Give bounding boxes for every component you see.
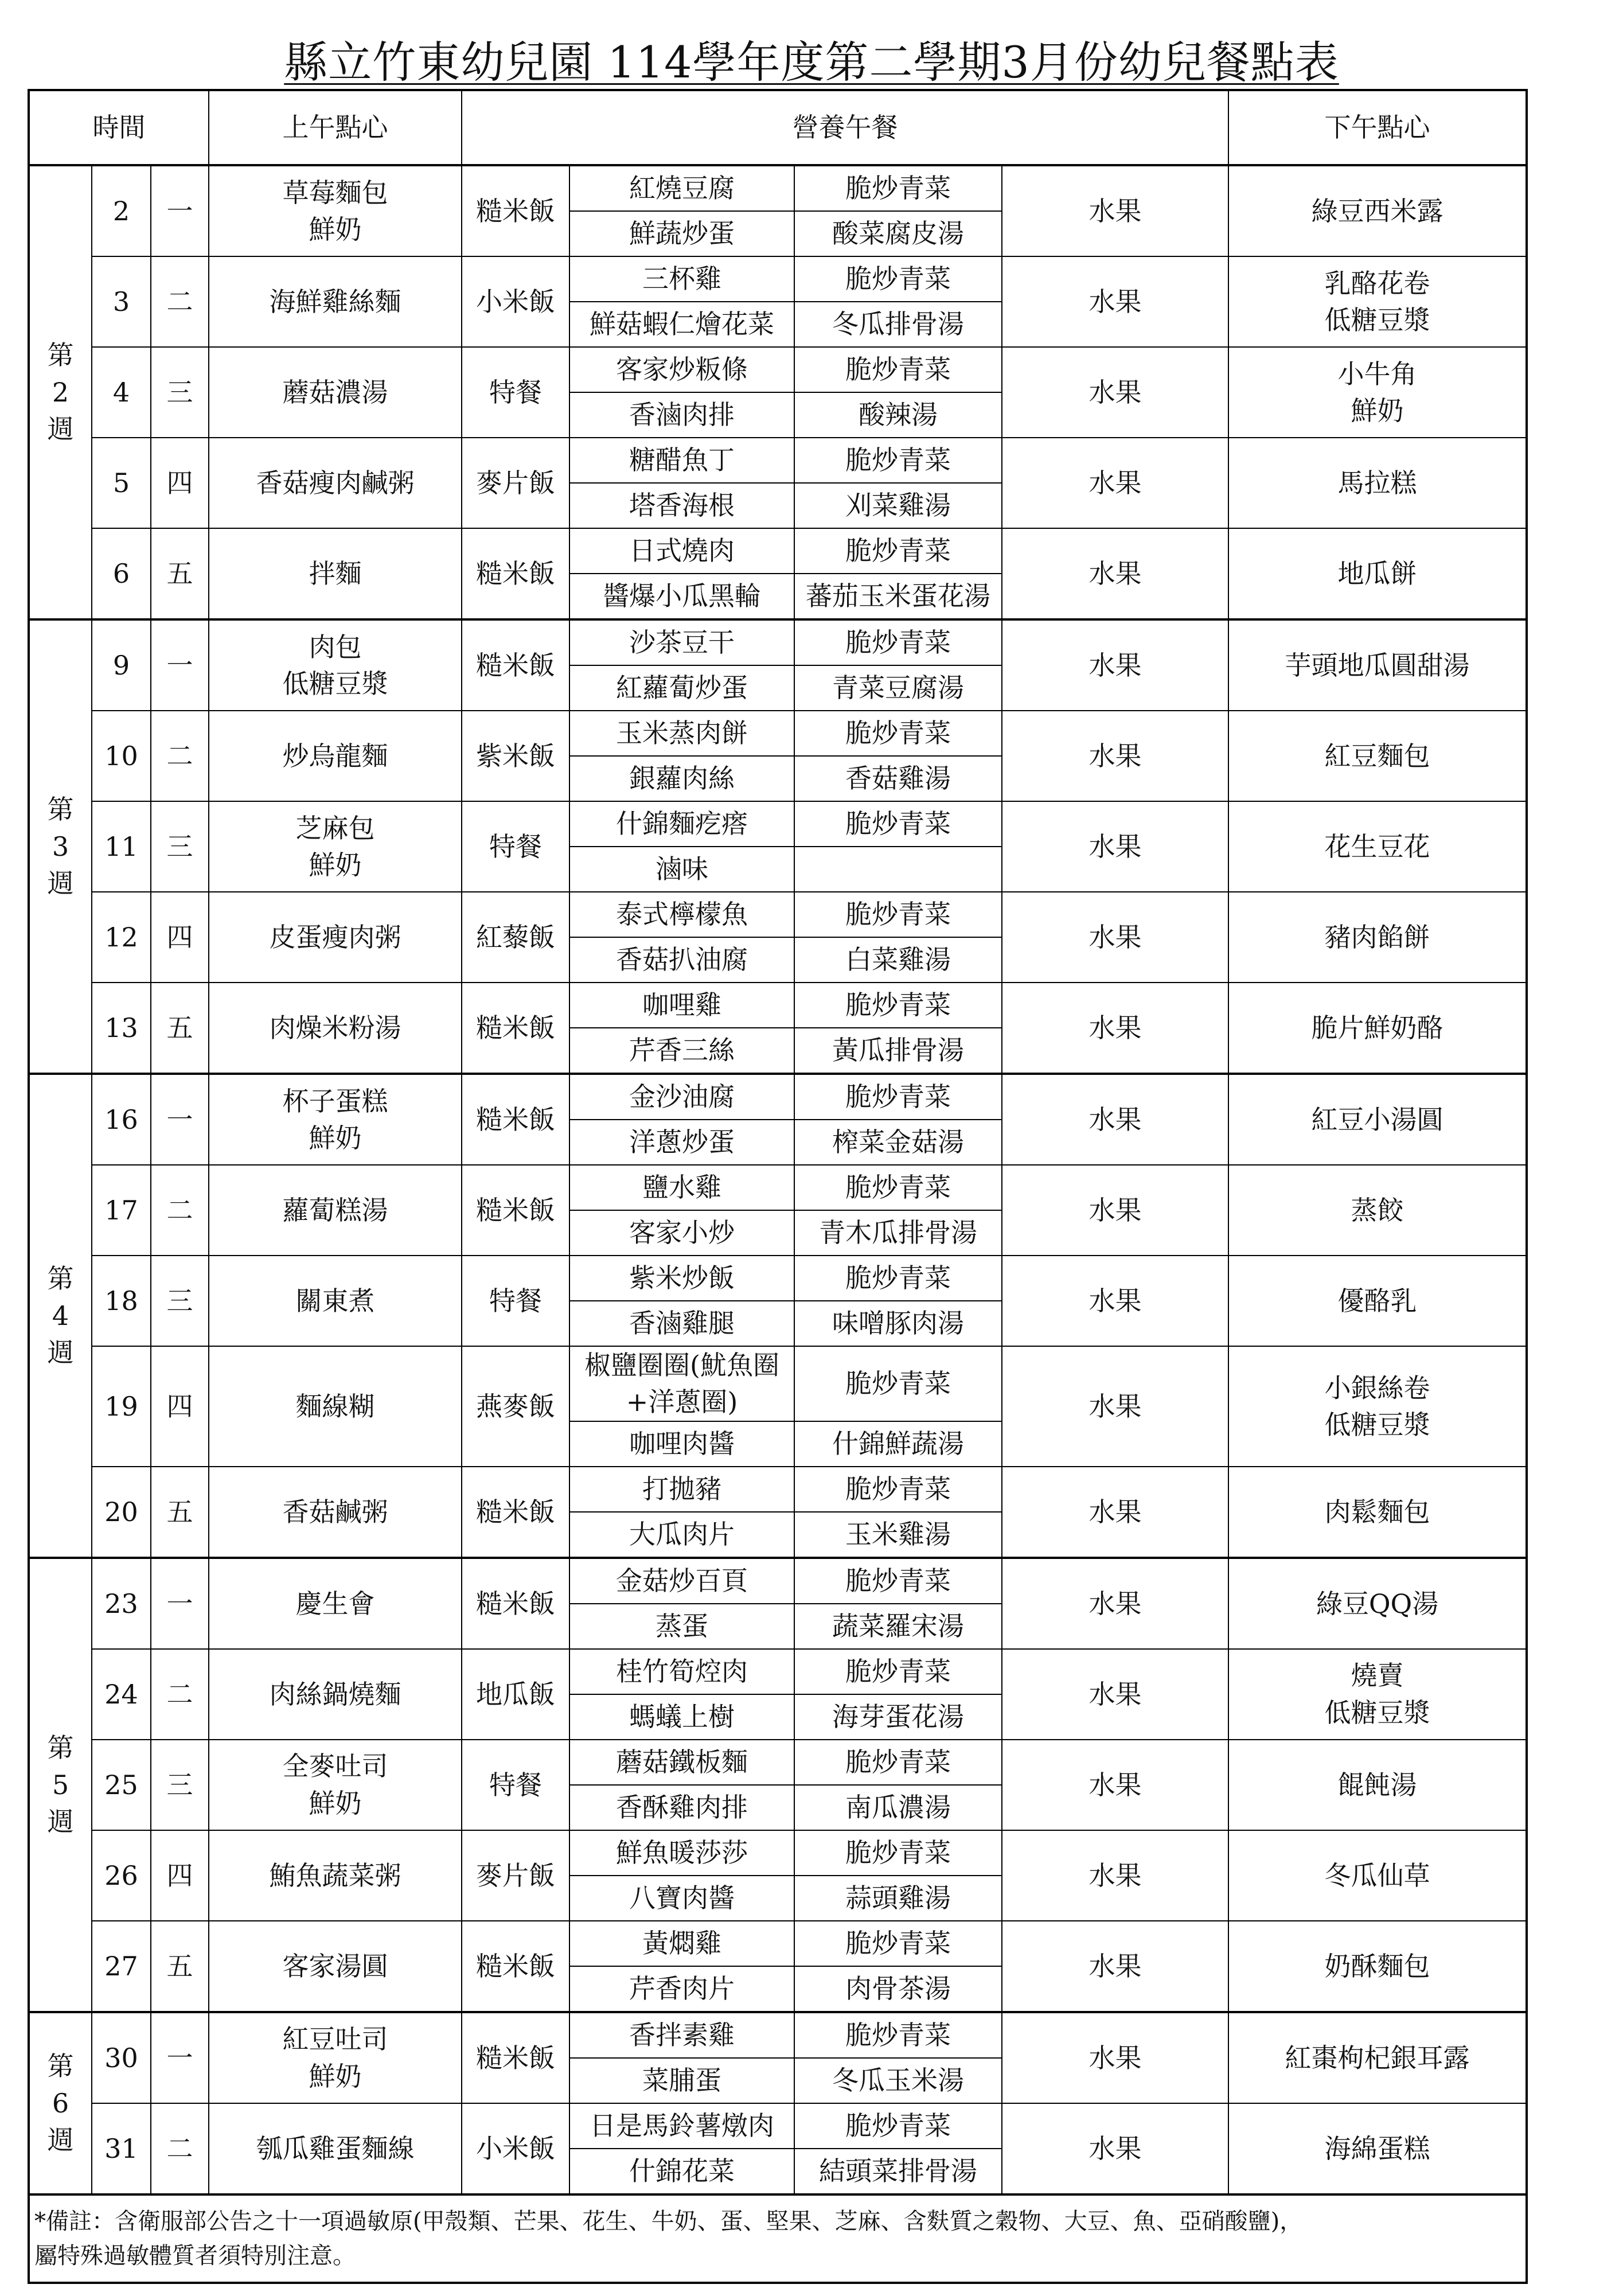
main-dish-cell: 塔香海根 bbox=[569, 483, 794, 528]
main-dish-cell: 香酥雞肉排 bbox=[569, 1785, 794, 1830]
date-cell: 24 bbox=[92, 1649, 151, 1740]
side-dish-cell: 脆炒青菜 bbox=[794, 256, 1002, 302]
morning-snack-cell: 拌麵 bbox=[209, 528, 462, 619]
fruit-cell: 水果 bbox=[1002, 619, 1228, 711]
staple-cell: 糙米飯 bbox=[462, 983, 569, 1074]
main-dish-cell: 鮮魚暖莎莎 bbox=[569, 1830, 794, 1876]
main-dish-cell: 鮮蔬炒蛋 bbox=[569, 211, 794, 256]
staple-cell: 特餐 bbox=[462, 1256, 569, 1346]
weekday-cell: 三 bbox=[151, 1256, 209, 1346]
soup-cell: 蕃茄玉米蛋花湯 bbox=[794, 574, 1002, 619]
fruit-cell: 水果 bbox=[1002, 2012, 1228, 2103]
side-dish-cell: 脆炒青菜 bbox=[794, 1921, 1002, 1966]
fruit-cell: 水果 bbox=[1002, 1921, 1228, 2012]
morning-snack-cell: 肉包 低糖豆漿 bbox=[209, 619, 462, 711]
day-row bbox=[29, 2103, 1527, 2149]
staple-cell: 糙米飯 bbox=[462, 1165, 569, 1256]
soup-cell: 香菇雞湯 bbox=[794, 756, 1002, 801]
day-row bbox=[29, 892, 1527, 937]
day-row bbox=[29, 1256, 1527, 1301]
soup-cell bbox=[794, 847, 1002, 892]
soup-cell: 海芽蛋花湯 bbox=[794, 1694, 1002, 1740]
date-cell: 16 bbox=[92, 1074, 151, 1165]
day-row bbox=[29, 1830, 1527, 1876]
afternoon-snack-cell: 小牛角 鮮奶 bbox=[1228, 347, 1527, 438]
day-row bbox=[29, 1346, 1527, 1421]
main-dish-cell: 鮮菇蝦仁燴花菜 bbox=[569, 302, 794, 347]
main-dish-cell: 蘑菇鐵板麵 bbox=[569, 1740, 794, 1785]
afternoon-snack-cell: 小銀絲卷 低糖豆漿 bbox=[1228, 1346, 1527, 1467]
afternoon-snack-cell: 地瓜餅 bbox=[1228, 528, 1527, 619]
soup-cell: 肉骨茶湯 bbox=[794, 1966, 1002, 2012]
fruit-cell: 水果 bbox=[1002, 892, 1228, 983]
week-label: 第 6 週 bbox=[29, 2012, 92, 2194]
staple-cell: 糙米飯 bbox=[462, 1558, 569, 1649]
staple-cell: 糙米飯 bbox=[462, 1467, 569, 1558]
afternoon-snack-cell: 優酪乳 bbox=[1228, 1256, 1527, 1346]
week-label: 第 4 週 bbox=[29, 1074, 92, 1558]
day-row bbox=[29, 1165, 1527, 1210]
staple-cell: 燕麥飯 bbox=[462, 1346, 569, 1467]
week-label: 第 2 週 bbox=[29, 165, 92, 619]
main-dish-cell: 紅蘿蔔炒蛋 bbox=[569, 665, 794, 711]
main-dish-cell: 香滷雞腿 bbox=[569, 1301, 794, 1346]
fruit-cell: 水果 bbox=[1002, 438, 1228, 528]
fruit-cell: 水果 bbox=[1002, 347, 1228, 438]
day-row bbox=[29, 2012, 1527, 2058]
side-dish-cell: 脆炒青菜 bbox=[794, 892, 1002, 937]
fruit-cell: 水果 bbox=[1002, 1467, 1228, 1558]
afternoon-snack-cell: 綠豆西米露 bbox=[1228, 165, 1527, 256]
afternoon-snack-cell: 豬肉餡餅 bbox=[1228, 892, 1527, 983]
staple-cell: 糙米飯 bbox=[462, 528, 569, 619]
afternoon-snack-cell: 花生豆花 bbox=[1228, 801, 1527, 892]
side-dish-cell: 脆炒青菜 bbox=[794, 1830, 1002, 1876]
date-cell: 4 bbox=[92, 347, 151, 438]
afternoon-snack-cell: 奶酥麵包 bbox=[1228, 1921, 1527, 2012]
main-dish-cell: 滷味 bbox=[569, 847, 794, 892]
afternoon-snack-cell: 海綿蛋糕 bbox=[1228, 2103, 1527, 2194]
soup-cell: 榨菜金菇湯 bbox=[794, 1120, 1002, 1165]
side-dish-cell: 脆炒青菜 bbox=[794, 619, 1002, 665]
weekday-cell: 五 bbox=[151, 1921, 209, 2012]
date-cell: 2 bbox=[92, 165, 151, 256]
afternoon-snack-cell: 紅豆小湯圓 bbox=[1228, 1074, 1527, 1165]
day-row bbox=[29, 711, 1527, 756]
main-dish-cell: 金菇炒百頁 bbox=[569, 1558, 794, 1604]
fruit-cell: 水果 bbox=[1002, 801, 1228, 892]
morning-snack-cell: 瓠瓜雞蛋麵線 bbox=[209, 2103, 462, 2194]
main-dish-cell: 紫米炒飯 bbox=[569, 1256, 794, 1301]
weekday-cell: 五 bbox=[151, 528, 209, 619]
side-dish-cell: 脆炒青菜 bbox=[794, 1649, 1002, 1694]
afternoon-snack-cell: 燒賣 低糖豆漿 bbox=[1228, 1649, 1527, 1740]
main-dish-cell: 菜脯蛋 bbox=[569, 2058, 794, 2103]
morning-snack-cell: 關東煮 bbox=[209, 1256, 462, 1346]
staple-cell: 糙米飯 bbox=[462, 1921, 569, 2012]
day-row bbox=[29, 1467, 1527, 1512]
weekday-cell: 四 bbox=[151, 438, 209, 528]
date-cell: 31 bbox=[92, 2103, 151, 2194]
fruit-cell: 水果 bbox=[1002, 1740, 1228, 1830]
date-cell: 27 bbox=[92, 1921, 151, 2012]
soup-cell: 南瓜濃湯 bbox=[794, 1785, 1002, 1830]
main-dish-cell: 金沙油腐 bbox=[569, 1074, 794, 1120]
soup-cell: 青木瓜排骨湯 bbox=[794, 1210, 1002, 1256]
side-dish-cell: 脆炒青菜 bbox=[794, 1346, 1002, 1421]
date-cell: 18 bbox=[92, 1256, 151, 1346]
weekday-cell: 二 bbox=[151, 2103, 209, 2194]
soup-cell: 結頭菜排骨湯 bbox=[794, 2149, 1002, 2194]
side-dish-cell: 脆炒青菜 bbox=[794, 2012, 1002, 2058]
date-cell: 19 bbox=[92, 1346, 151, 1467]
date-cell: 23 bbox=[92, 1558, 151, 1649]
weekday-cell: 五 bbox=[151, 1467, 209, 1558]
soup-cell: 蒜頭雞湯 bbox=[794, 1876, 1002, 1921]
day-row bbox=[29, 1921, 1527, 1966]
side-dish-cell: 脆炒青菜 bbox=[794, 438, 1002, 483]
staple-cell: 麥片飯 bbox=[462, 1830, 569, 1921]
fruit-cell: 水果 bbox=[1002, 1346, 1228, 1467]
date-cell: 11 bbox=[92, 801, 151, 892]
afternoon-snack-cell: 蒸餃 bbox=[1228, 1165, 1527, 1256]
afternoon-snack-cell: 乳酪花卷 低糖豆漿 bbox=[1228, 256, 1527, 347]
afternoon-snack-cell: 綠豆QQ湯 bbox=[1228, 1558, 1527, 1649]
main-dish-cell: 香菇扒油腐 bbox=[569, 937, 794, 983]
weekday-cell: 一 bbox=[151, 2012, 209, 2103]
staple-cell: 糙米飯 bbox=[462, 619, 569, 711]
main-dish-cell: 螞蟻上樹 bbox=[569, 1694, 794, 1740]
day-row bbox=[29, 1074, 1527, 1120]
fruit-cell: 水果 bbox=[1002, 1649, 1228, 1740]
weekday-cell: 一 bbox=[151, 1074, 209, 1165]
main-dish-cell: 醬爆小瓜黑輪 bbox=[569, 574, 794, 619]
staple-cell: 糙米飯 bbox=[462, 1074, 569, 1165]
afternoon-snack-cell: 芋頭地瓜圓甜湯 bbox=[1228, 619, 1527, 711]
morning-snack-cell: 蘑菇濃湯 bbox=[209, 347, 462, 438]
morning-snack-cell: 皮蛋瘦肉粥 bbox=[209, 892, 462, 983]
morning-snack-cell: 肉絲鍋燒麵 bbox=[209, 1649, 462, 1740]
side-dish-cell: 脆炒青菜 bbox=[794, 2103, 1002, 2149]
week-label: 第 3 週 bbox=[29, 619, 92, 1074]
header-lunch: 營養午餐 bbox=[462, 90, 1228, 165]
main-dish-cell: 泰式檸檬魚 bbox=[569, 892, 794, 937]
day-row bbox=[29, 165, 1527, 211]
morning-snack-cell: 蘿蔔糕湯 bbox=[209, 1165, 462, 1256]
side-dish-cell: 脆炒青菜 bbox=[794, 1467, 1002, 1512]
morning-snack-cell: 芝麻包 鮮奶 bbox=[209, 801, 462, 892]
day-row bbox=[29, 1740, 1527, 1785]
date-cell: 20 bbox=[92, 1467, 151, 1558]
main-dish-cell: 芹香肉片 bbox=[569, 1966, 794, 2012]
main-dish-cell: 沙茶豆干 bbox=[569, 619, 794, 665]
day-row bbox=[29, 438, 1527, 483]
fruit-cell: 水果 bbox=[1002, 711, 1228, 801]
fruit-cell: 水果 bbox=[1002, 1558, 1228, 1649]
staple-cell: 特餐 bbox=[462, 1740, 569, 1830]
main-dish-cell: 日式燒肉 bbox=[569, 528, 794, 574]
meal-table bbox=[28, 89, 1528, 2284]
weekday-cell: 四 bbox=[151, 1830, 209, 1921]
date-cell: 26 bbox=[92, 1830, 151, 1921]
main-dish-cell: 紅燒豆腐 bbox=[569, 165, 794, 211]
fruit-cell: 水果 bbox=[1002, 1830, 1228, 1921]
weekday-cell: 三 bbox=[151, 347, 209, 438]
staple-cell: 特餐 bbox=[462, 347, 569, 438]
weekday-cell: 二 bbox=[151, 256, 209, 347]
main-dish-cell: 客家炒粄條 bbox=[569, 347, 794, 392]
fruit-cell: 水果 bbox=[1002, 983, 1228, 1074]
header-row bbox=[29, 90, 1527, 165]
main-dish-cell: 日是馬鈴薯燉肉 bbox=[569, 2103, 794, 2149]
soup-cell: 味噌豚肉湯 bbox=[794, 1301, 1002, 1346]
soup-cell: 酸辣湯 bbox=[794, 392, 1002, 438]
staple-cell: 紅藜飯 bbox=[462, 892, 569, 983]
main-dish-cell: 椒鹽圈圈(魷魚圈+洋蔥圈) bbox=[569, 1346, 794, 1421]
main-dish-cell: 糖醋魚丁 bbox=[569, 438, 794, 483]
afternoon-snack-cell: 餛飩湯 bbox=[1228, 1740, 1527, 1830]
main-dish-cell: 鹽水雞 bbox=[569, 1165, 794, 1210]
main-dish-cell: 什錦花菜 bbox=[569, 2149, 794, 2194]
main-dish-cell: 咖哩雞 bbox=[569, 983, 794, 1028]
weekday-cell: 三 bbox=[151, 1740, 209, 1830]
morning-snack-cell: 香菇瘦肉鹹粥 bbox=[209, 438, 462, 528]
soup-cell: 黃瓜排骨湯 bbox=[794, 1028, 1002, 1074]
side-dish-cell: 脆炒青菜 bbox=[794, 1558, 1002, 1604]
soup-cell: 玉米雞湯 bbox=[794, 1512, 1002, 1558]
side-dish-cell: 脆炒青菜 bbox=[794, 1074, 1002, 1120]
header-afternoon-snack: 下午點心 bbox=[1228, 90, 1527, 165]
fruit-cell: 水果 bbox=[1002, 1074, 1228, 1165]
date-cell: 25 bbox=[92, 1740, 151, 1830]
main-dish-cell: 什錦麵疙瘩 bbox=[569, 801, 794, 847]
soup-cell: 白菜雞湯 bbox=[794, 937, 1002, 983]
morning-snack-cell: 杯子蛋糕 鮮奶 bbox=[209, 1074, 462, 1165]
date-cell: 9 bbox=[92, 619, 151, 711]
date-cell: 30 bbox=[92, 2012, 151, 2103]
day-row bbox=[29, 528, 1527, 574]
morning-snack-cell: 慶生會 bbox=[209, 1558, 462, 1649]
date-cell: 12 bbox=[92, 892, 151, 983]
main-dish-cell: 玉米蒸肉餅 bbox=[569, 711, 794, 756]
staple-cell: 糙米飯 bbox=[462, 165, 569, 256]
day-row bbox=[29, 347, 1527, 392]
staple-cell: 小米飯 bbox=[462, 2103, 569, 2194]
morning-snack-cell: 草莓麵包 鮮奶 bbox=[209, 165, 462, 256]
morning-snack-cell: 炒烏龍麵 bbox=[209, 711, 462, 801]
day-row bbox=[29, 801, 1527, 847]
main-dish-cell: 大瓜肉片 bbox=[569, 1512, 794, 1558]
fruit-cell: 水果 bbox=[1002, 528, 1228, 619]
staple-cell: 麥片飯 bbox=[462, 438, 569, 528]
staple-cell: 小米飯 bbox=[462, 256, 569, 347]
morning-snack-cell: 海鮮雞絲麵 bbox=[209, 256, 462, 347]
fruit-cell: 水果 bbox=[1002, 1256, 1228, 1346]
side-dish-cell: 脆炒青菜 bbox=[794, 1165, 1002, 1210]
date-cell: 10 bbox=[92, 711, 151, 801]
soup-cell: 青菜豆腐湯 bbox=[794, 665, 1002, 711]
afternoon-snack-cell: 紅棗枸杞銀耳露 bbox=[1228, 2012, 1527, 2103]
fruit-cell: 水果 bbox=[1002, 2103, 1228, 2194]
side-dish-cell: 脆炒青菜 bbox=[794, 711, 1002, 756]
weekday-cell: 三 bbox=[151, 801, 209, 892]
staple-cell: 糙米飯 bbox=[462, 2012, 569, 2103]
morning-snack-cell: 鮪魚蔬菜粥 bbox=[209, 1830, 462, 1921]
date-cell: 3 bbox=[92, 256, 151, 347]
staple-cell: 地瓜飯 bbox=[462, 1649, 569, 1740]
main-dish-cell: 蒸蛋 bbox=[569, 1604, 794, 1649]
side-dish-cell: 脆炒青菜 bbox=[794, 801, 1002, 847]
header-time: 時間 bbox=[29, 90, 209, 165]
allergen-notes-text: *備註：含衛服部公告之十一項過敏原(甲殼類、芒果、花生、牛奶、蛋、堅果、芝麻、含麩質之穀物、大豆、魚、亞硝酸鹽)， 屬特殊過敏體質者須特別注意。 bbox=[34, 2208, 1303, 2269]
day-row bbox=[29, 983, 1527, 1028]
morning-snack-cell: 肉燥米粉湯 bbox=[209, 983, 462, 1074]
side-dish-cell: 脆炒青菜 bbox=[794, 983, 1002, 1028]
weekday-cell: 二 bbox=[151, 1165, 209, 1256]
afternoon-snack-cell: 脆片鮮奶酪 bbox=[1228, 983, 1527, 1074]
side-dish-cell: 脆炒青菜 bbox=[794, 1256, 1002, 1301]
morning-snack-cell: 麵線糊 bbox=[209, 1346, 462, 1467]
weekday-cell: 五 bbox=[151, 983, 209, 1074]
weekday-cell: 二 bbox=[151, 1649, 209, 1740]
notes-row bbox=[29, 2194, 1527, 2283]
main-dish-cell: 客家小炒 bbox=[569, 1210, 794, 1256]
main-dish-cell: 洋蔥炒蛋 bbox=[569, 1120, 794, 1165]
page-title-text: 縣立竹東幼兒園 114學年度第二學期3月份幼兒餐點表 bbox=[284, 37, 1339, 88]
allergen-notes bbox=[29, 2194, 1527, 2283]
main-dish-cell: 桂竹筍焢肉 bbox=[569, 1649, 794, 1694]
soup-cell: 冬瓜排骨湯 bbox=[794, 302, 1002, 347]
day-row bbox=[29, 256, 1527, 302]
soup-cell: 冬瓜玉米湯 bbox=[794, 2058, 1002, 2103]
weekday-cell: 一 bbox=[151, 165, 209, 256]
afternoon-snack-cell: 馬拉糕 bbox=[1228, 438, 1527, 528]
fruit-cell: 水果 bbox=[1002, 256, 1228, 347]
soup-cell: 蔬菜羅宋湯 bbox=[794, 1604, 1002, 1649]
staple-cell: 紫米飯 bbox=[462, 711, 569, 801]
date-cell: 6 bbox=[92, 528, 151, 619]
weekday-cell: 一 bbox=[151, 1558, 209, 1649]
afternoon-snack-cell: 冬瓜仙草 bbox=[1228, 1830, 1527, 1921]
afternoon-snack-cell: 紅豆麵包 bbox=[1228, 711, 1527, 801]
week-label: 第 5 週 bbox=[29, 1558, 92, 2012]
main-dish-cell: 銀蘿肉絲 bbox=[569, 756, 794, 801]
date-cell: 5 bbox=[92, 438, 151, 528]
date-cell: 17 bbox=[92, 1165, 151, 1256]
weekday-cell: 四 bbox=[151, 1346, 209, 1467]
staple-cell: 特餐 bbox=[462, 801, 569, 892]
main-dish-cell: 黃燜雞 bbox=[569, 1921, 794, 1966]
soup-cell: 刈菜雞湯 bbox=[794, 483, 1002, 528]
weekday-cell: 二 bbox=[151, 711, 209, 801]
header-morning-snack: 上午點心 bbox=[209, 90, 462, 165]
fruit-cell: 水果 bbox=[1002, 165, 1228, 256]
fruit-cell: 水果 bbox=[1002, 1165, 1228, 1256]
side-dish-cell: 脆炒青菜 bbox=[794, 528, 1002, 574]
morning-snack-cell: 紅豆吐司 鮮奶 bbox=[209, 2012, 462, 2103]
side-dish-cell: 脆炒青菜 bbox=[794, 165, 1002, 211]
soup-cell: 酸菜腐皮湯 bbox=[794, 211, 1002, 256]
main-dish-cell: 芹香三絲 bbox=[569, 1028, 794, 1074]
weekday-cell: 四 bbox=[151, 892, 209, 983]
day-row bbox=[29, 1649, 1527, 1694]
soup-cell: 什錦鮮蔬湯 bbox=[794, 1421, 1002, 1467]
page-title bbox=[0, 28, 1623, 90]
morning-snack-cell: 全麥吐司 鮮奶 bbox=[209, 1740, 462, 1830]
day-row bbox=[29, 619, 1527, 665]
side-dish-cell: 脆炒青菜 bbox=[794, 1740, 1002, 1785]
main-dish-cell: 八寶肉醬 bbox=[569, 1876, 794, 1921]
date-cell: 13 bbox=[92, 983, 151, 1074]
day-row bbox=[29, 1558, 1527, 1604]
main-dish-cell: 咖哩肉醬 bbox=[569, 1421, 794, 1467]
main-dish-cell: 香滷肉排 bbox=[569, 392, 794, 438]
main-dish-cell: 三杯雞 bbox=[569, 256, 794, 302]
morning-snack-cell: 客家湯圓 bbox=[209, 1921, 462, 2012]
main-dish-cell: 香拌素雞 bbox=[569, 2012, 794, 2058]
afternoon-snack-cell: 肉鬆麵包 bbox=[1228, 1467, 1527, 1558]
side-dish-cell: 脆炒青菜 bbox=[794, 347, 1002, 392]
morning-snack-cell: 香菇鹹粥 bbox=[209, 1467, 462, 1558]
weekday-cell: 一 bbox=[151, 619, 209, 711]
main-dish-cell: 打拋豬 bbox=[569, 1467, 794, 1512]
